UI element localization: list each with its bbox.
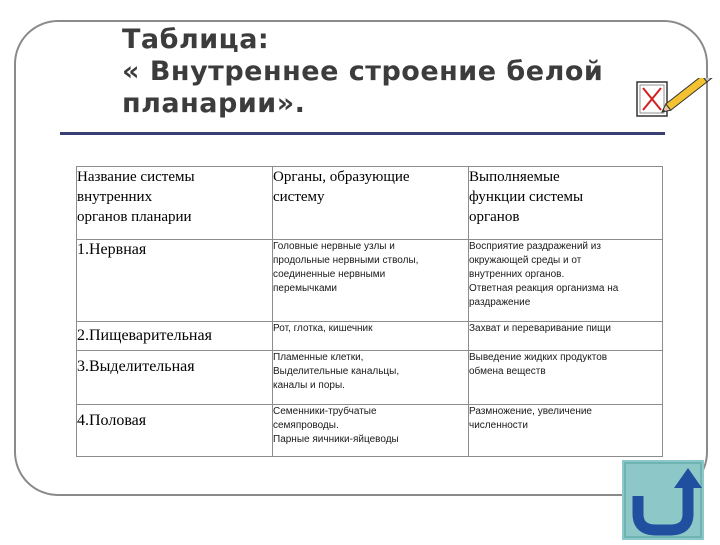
title-line-2: « Внутреннее строение белой — [122, 56, 604, 87]
functions-cell: Выведение жидких продуктов обмена веществ — [469, 351, 663, 405]
system-name-cell: 3.Выделительная — [77, 351, 273, 405]
organs-cell: Рот, глотка, кишечник — [273, 322, 469, 351]
organs-table — [76, 166, 663, 457]
system-name-cell: 4.Половая — [77, 405, 273, 457]
organs-cell: Головные нервные узлы и продольные нервными стволы, соединенные нервными перемычками — [273, 240, 469, 322]
organs-cell: Семенники-трубчатые семяпроводы. Парные яичники-яйцеводы — [273, 405, 469, 457]
title-underline — [60, 132, 665, 135]
title-line-1: Таблица: — [122, 24, 270, 55]
system-name-cell: 1.Нервная — [77, 240, 273, 322]
functions-cell: Захват и переваривание пищи — [469, 322, 663, 351]
check-box-pencil-icon — [634, 78, 718, 122]
table-row — [77, 240, 663, 322]
functions-cell: Размножение, увеличение численности — [469, 405, 663, 457]
u-turn-back-arrow-icon — [622, 460, 704, 540]
title-line-3: планарии». — [122, 88, 306, 119]
back-button[interactable] — [622, 460, 704, 540]
header-functions: Выполняемые функции системы органов — [469, 167, 663, 240]
organs-cell: Пламенные клетки, Выделительные канальцы, каналы и поры. — [273, 351, 469, 405]
table-row — [77, 405, 663, 457]
functions-cell: Восприятие раздражений из окружающей среды и от внутренних органов. Ответная реакция организма на раздражение — [469, 240, 663, 322]
system-name-cell: 2.Пищеварительная — [77, 322, 273, 351]
header-organs: Органы, образующие систему — [273, 167, 469, 240]
table-row — [77, 351, 663, 405]
table-header-row — [77, 167, 663, 240]
page-title — [122, 24, 642, 120]
header-system-name: Название системы внутренних органов планарии — [77, 167, 273, 240]
table-row — [77, 322, 663, 351]
